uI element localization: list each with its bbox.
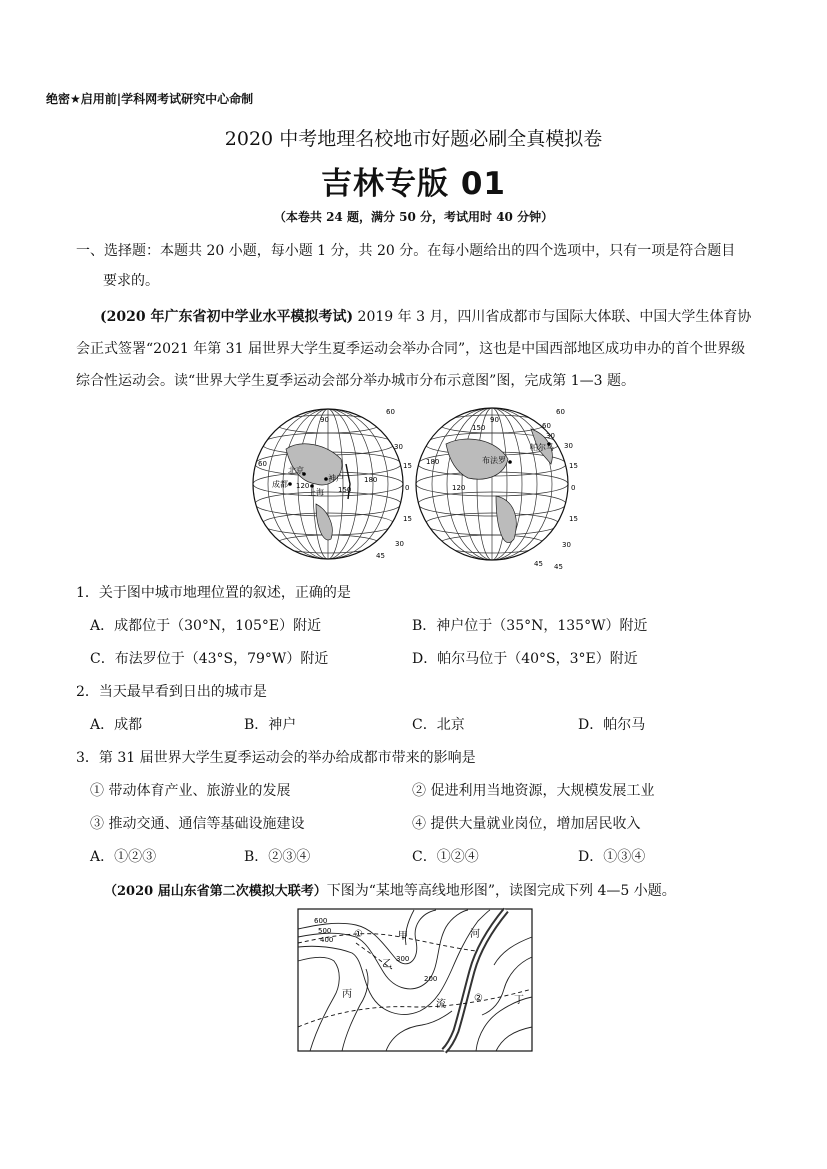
left-tick-11: 60 bbox=[258, 460, 267, 468]
contour-label-400: 400 bbox=[320, 936, 334, 944]
left-tick-6: 30 bbox=[395, 540, 404, 548]
right-tick-8: 90 bbox=[490, 416, 499, 424]
q1-option-b[interactable]: B．神户位于（35°N，135°W）附近 bbox=[412, 618, 648, 634]
right-tick-5: 15 bbox=[569, 515, 578, 523]
left-tick-3: 15 bbox=[403, 462, 412, 470]
q3-item-4: ④ 提供大量就业岗位，增加居民收入 bbox=[412, 816, 641, 832]
passage1-line1 bbox=[100, 309, 751, 326]
q2-option-a[interactable]: A．成都 bbox=[90, 717, 143, 733]
q2-option-b[interactable]: B．神户 bbox=[244, 717, 297, 733]
q2-stem: 2．当天最早看到日出的城市是 bbox=[76, 684, 267, 700]
left-tick-8: 120 bbox=[296, 482, 310, 490]
q3-stem: 3．第 31 届世界大学生夏季运动会的举办给成都市带来的影响是 bbox=[76, 750, 476, 766]
q3-option-d[interactable]: D．①③④ bbox=[578, 849, 646, 865]
buffalo-marker bbox=[508, 460, 512, 464]
label-jia: 甲 bbox=[398, 931, 408, 942]
passage1-line3: 综合性运动会。读“世界大学生夏季运动会部分举办城市分布示意图”图，完成第 1—3 题。 bbox=[76, 373, 636, 389]
label-shanghai: 上海 bbox=[308, 488, 324, 497]
label-liu: 流 bbox=[436, 999, 446, 1010]
right-tick-2: 30 bbox=[564, 442, 573, 450]
right-tick-9: 120 bbox=[452, 484, 466, 492]
q1-option-a[interactable]: A．成都位于（30°N，105°E）附近 bbox=[90, 618, 322, 634]
left-tick-12: 45 bbox=[376, 552, 385, 560]
section1-line2: 要求的。 bbox=[103, 273, 159, 289]
q3-item-2: ② 促进利用当地资源，大规模发展工业 bbox=[412, 783, 655, 799]
q2-option-d[interactable]: D．帕尔马 bbox=[578, 717, 646, 733]
label-buffalo: 布法罗 bbox=[482, 456, 506, 465]
right-globe bbox=[416, 408, 568, 560]
contour-map-figure bbox=[296, 907, 536, 1057]
right-tick-6: 30 bbox=[562, 541, 571, 549]
passage1-line2: 会正式签署“2021 年第 31 届世界大学生夏季运动会举办合同”，这也是中国西部地区成功申办的首个世界级 bbox=[76, 341, 746, 357]
right-tick-13: 60 bbox=[542, 422, 551, 430]
q1-option-d[interactable]: D．帕尔马位于（40°S，3°E）附近 bbox=[412, 651, 638, 667]
label-kobe: 神户 bbox=[328, 474, 344, 483]
confidential-header: 绝密★启用前|学科网考试研究中心命制 bbox=[46, 92, 254, 106]
right-tick-12: 30 bbox=[546, 432, 555, 440]
contour-label-500: 500 bbox=[318, 927, 332, 935]
passage1-text: 2019 年 3 月，四川省成都市与国际大体联、中国大学生体育协 bbox=[353, 309, 752, 325]
left-tick-2: 30 bbox=[394, 443, 403, 451]
contour-label-300: 300 bbox=[396, 955, 410, 963]
passage2-source: （2020 届山东省第二次模拟大联考） bbox=[104, 884, 327, 899]
contour-label-200: 200 bbox=[424, 975, 438, 983]
label-chengdu: 成都 bbox=[272, 480, 288, 489]
passage1-source: (2020 年广东省初中学业水平模拟考试) bbox=[100, 309, 354, 325]
label-point1: ① bbox=[354, 929, 363, 940]
q3-option-c[interactable]: C．①②④ bbox=[412, 849, 479, 865]
passage2-line bbox=[104, 883, 676, 900]
left-tick-10: 180 bbox=[364, 476, 378, 484]
left-tick-7: 90 bbox=[320, 416, 329, 424]
q3-option-b[interactable]: B．②③④ bbox=[244, 849, 311, 865]
exam-subtitle: 吉林专版 01 bbox=[321, 166, 506, 202]
q1-option-c[interactable]: C．布法罗位于（43°S，79°W）附近 bbox=[90, 651, 329, 667]
label-he: 河 bbox=[470, 929, 480, 940]
label-point2: ② bbox=[474, 993, 483, 1004]
exam-title: 2020 中考地理名校地市好题必刷全真模拟卷 bbox=[224, 128, 603, 150]
left-tick-1: 60 bbox=[386, 408, 395, 416]
chengdu-marker bbox=[288, 482, 292, 486]
left-tick-4: 0 bbox=[405, 484, 410, 492]
contour-label-600: 600 bbox=[314, 917, 328, 925]
passage2-text: 下图为“某地等高线地形图”，读图完成下列 4—5 小题。 bbox=[326, 883, 676, 899]
q1-stem: 1．关于图中城市地理位置的叙述，正确的是 bbox=[76, 585, 351, 601]
label-palma: 帕尔马 bbox=[530, 443, 554, 452]
right-tick-14: 45 bbox=[554, 563, 563, 571]
left-tick-5: 15 bbox=[403, 515, 412, 523]
q3-option-a[interactable]: A．①②③ bbox=[90, 849, 157, 865]
label-bing: 丙 bbox=[342, 989, 352, 1000]
q3-item-3: ③ 推动交通、通信等基础设施建设 bbox=[90, 816, 305, 832]
label-yi: 乙 bbox=[382, 959, 392, 970]
label-ding: 丁 bbox=[514, 995, 524, 1006]
right-tick-11: 180 bbox=[426, 458, 440, 466]
q2-option-c[interactable]: C．北京 bbox=[412, 717, 465, 733]
section1-line1: 一、选择题：本题共 20 小题，每小题 1 分，共 20 分。在每小题给出的四个选项中，只有一项是符合题目 bbox=[76, 243, 736, 259]
right-tick-4: 0 bbox=[571, 484, 576, 492]
exam-note: （本卷共 24 题，满分 50 分，考试用时 40 分钟） bbox=[273, 210, 554, 224]
right-tick-1: 60 bbox=[556, 408, 565, 416]
label-beijing: 北京 bbox=[288, 466, 304, 475]
q3-item-1: ① 带动体育产业、旅游业的发展 bbox=[90, 783, 291, 799]
right-tick-3: 15 bbox=[569, 462, 578, 470]
right-tick-10: 150 bbox=[472, 424, 486, 432]
left-tick-9: 150 bbox=[338, 486, 352, 494]
globe-map-figure bbox=[246, 404, 586, 574]
right-tick-7: 45 bbox=[534, 560, 543, 568]
